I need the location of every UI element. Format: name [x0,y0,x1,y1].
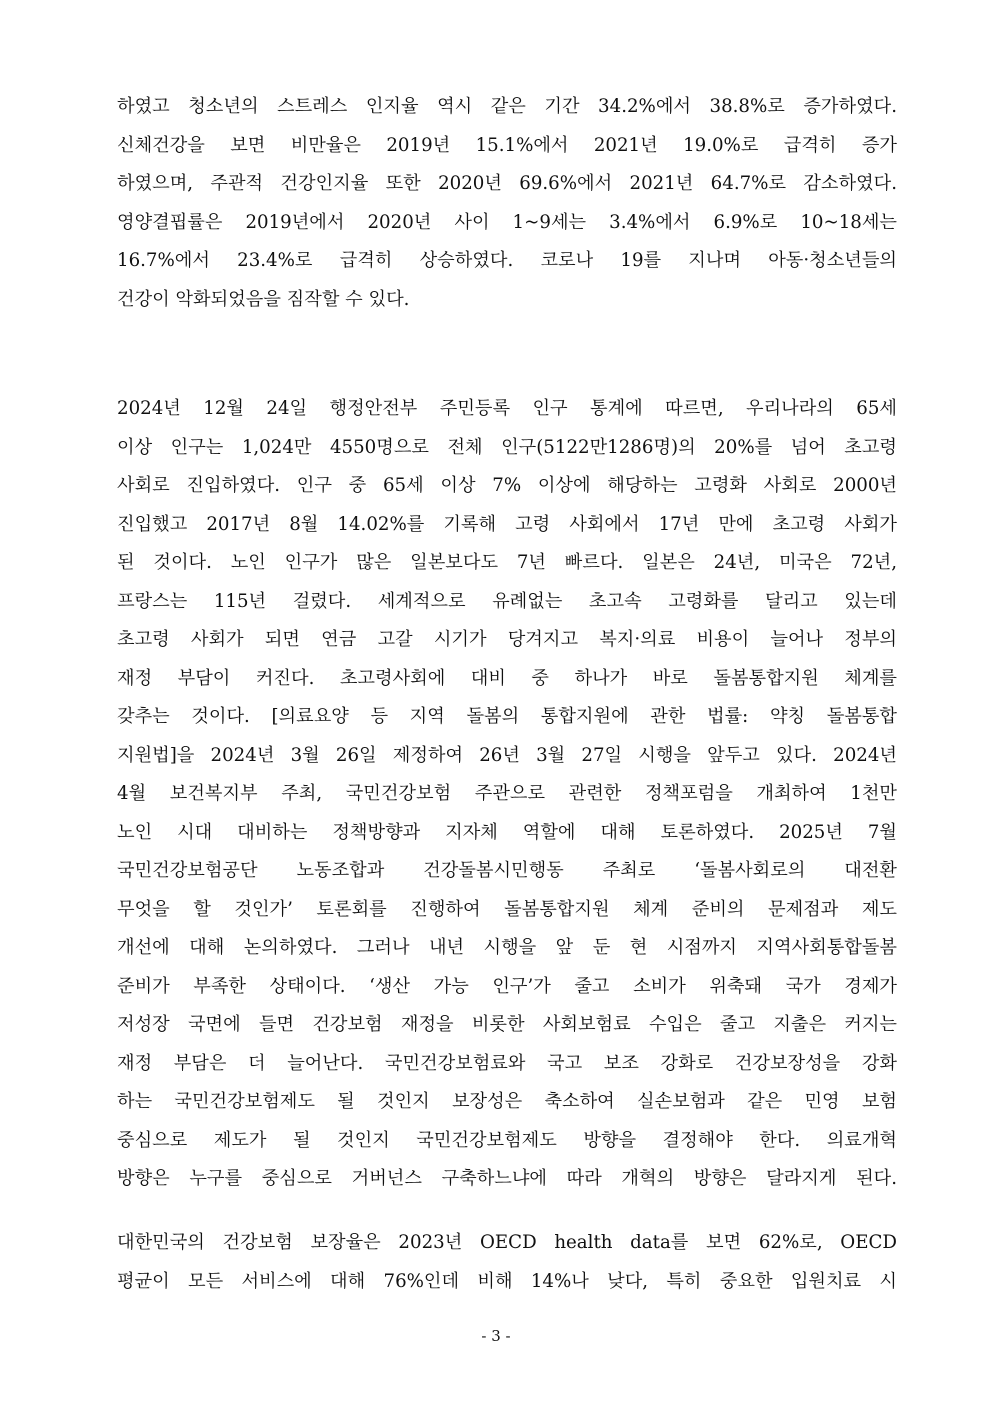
text-line: 재정 부담이 커진다. 초고령사회에 대비 중 하나가 바로 돌봄통합지원 체계를 [117,667,897,689]
text-line: 영양결핍률은 2019년에서 2020년 사이 1~9세는 3.4%에서 6.9%로 10~18세는 [117,211,897,233]
text-line: 진입했고 2017년 8월 14.02%를 기록해 고령 사회에서 17년 만에 초고령 사회가 [117,513,897,535]
text-line: 무엇을 할 것인가’ 토론회를 진행하여 돌봄통합지원 체계 준비의 문제점과 제도 [117,898,897,920]
text-line: 저성장 국면에 들면 건강보험 재정을 비롯한 사회보험료 수입은 줄고 지출은 커지는 [117,1014,897,1035]
text-line: 초고령 사회가 되면 연금 고갈 시기가 당겨지고 복지·의료 비용이 늘어나 정부의 [117,629,897,650]
text-line: 국민건강보험공단 노동조합과 건강돌봄시민행동 주최로 ‘돌봄사회로의 대전환 [117,860,897,881]
text-line: 대한민국의 건강보험 보장율은 2023년 OECD health data를 보면 62%로, OECD [117,1232,897,1253]
text-line: 사회로 진입하였다. 인구 중 65세 이상 7% 이상에 해당하는 고령화 사회로 2000년 [117,475,897,496]
text-line: 재정 부담은 더 늘어난다. 국민건강보험료와 국고 보조 강화로 건강보장성을 강화 [117,1052,897,1074]
text-line: 갖추는 것이다. [의료요양 등 지역 돌봄의 통합지원에 관한 법률: 약칭 돌봄통합 [117,706,897,727]
text-line: 방향은 누구를 중심으로 거버넌스 구축하느냐에 따라 개혁의 방향은 달라지게 된다. [117,1168,897,1189]
text-line: 신체건강을 보면 비만율은 2019년 15.1%에서 2021년 19.0%로 급격히 증가 [117,134,897,156]
paragraph-coverage-rate [117,1224,897,1301]
text-line: 노인 시대 대비하는 정책방향과 지자체 역할에 대해 토론하였다. 2025년 7월 [117,821,897,843]
text-line: 개선에 대해 논의하였다. 그러나 내년 시행을 앞 둔 현 시점까지 지역사회통합돌봄 [117,937,897,958]
paragraph-aging-society [117,390,897,1199]
text-line: 하였고 청소년의 스트레스 인지율 역시 같은 기간 34.2%에서 38.8%로 증가하였다. [117,96,897,117]
text-line: 지원법]을 2024년 3월 26일 제정하여 26년 3월 27일 시행을 앞두고 있다. 2024년 [117,744,897,766]
page-number: - 3 - [481,1327,511,1345]
text-line: 프랑스는 115년 걸렸다. 세계적으로 유례없는 초고속 고령화를 달리고 있는데 [117,590,897,612]
text-line: 하는 국민건강보험제도 될 것인지 보장성은 축소하여 실손보험과 같은 민영 보험 [117,1091,897,1112]
text-line: 준비가 부족한 상태이다. ‘생산 가능 인구’가 줄고 소비가 위축돼 국가 경제가 [117,975,897,997]
text-line: 평균이 모든 서비스에 대해 76%인데 비해 14%나 낮다, 특히 중요한 입원치료 시 [117,1270,897,1292]
text-line: 16.7%에서 23.4%로 급격히 상승하였다. 코로나 19를 지나며 아동·청소년들의 [117,250,897,271]
text-line: 하였으며, 주관적 건강인지율 또한 2020년 69.6%에서 2021년 64.7%로 감소하였다. [117,173,897,194]
text-line: 건강이 악화되었음을 짐작할 수 있다. [117,288,410,310]
text-line: 된 것이다. 노인 인구가 많은 일본보다도 7년 빠르다. 일본은 24년, 미국은 72년, [117,552,897,573]
text-line: 2024년 12월 24일 행정안전부 주민등록 인구 통계에 따르면, 우리나라의 65세 [117,398,897,419]
text-line: 중심으로 제도가 될 것인지 국민건강보험제도 방향을 결정해야 한다. 의료개혁 [117,1129,897,1151]
paragraph-youth-health [117,88,897,319]
text-line: 4월 보건복지부 주최, 국민건강보험 주관으로 관련한 정책포럼을 개최하여 1천만 [117,783,897,804]
text-line: 이상 인구는 1,024만 4550명으로 전체 인구(5122만1286명)의 20%를 넘어 초고령 [117,436,897,458]
